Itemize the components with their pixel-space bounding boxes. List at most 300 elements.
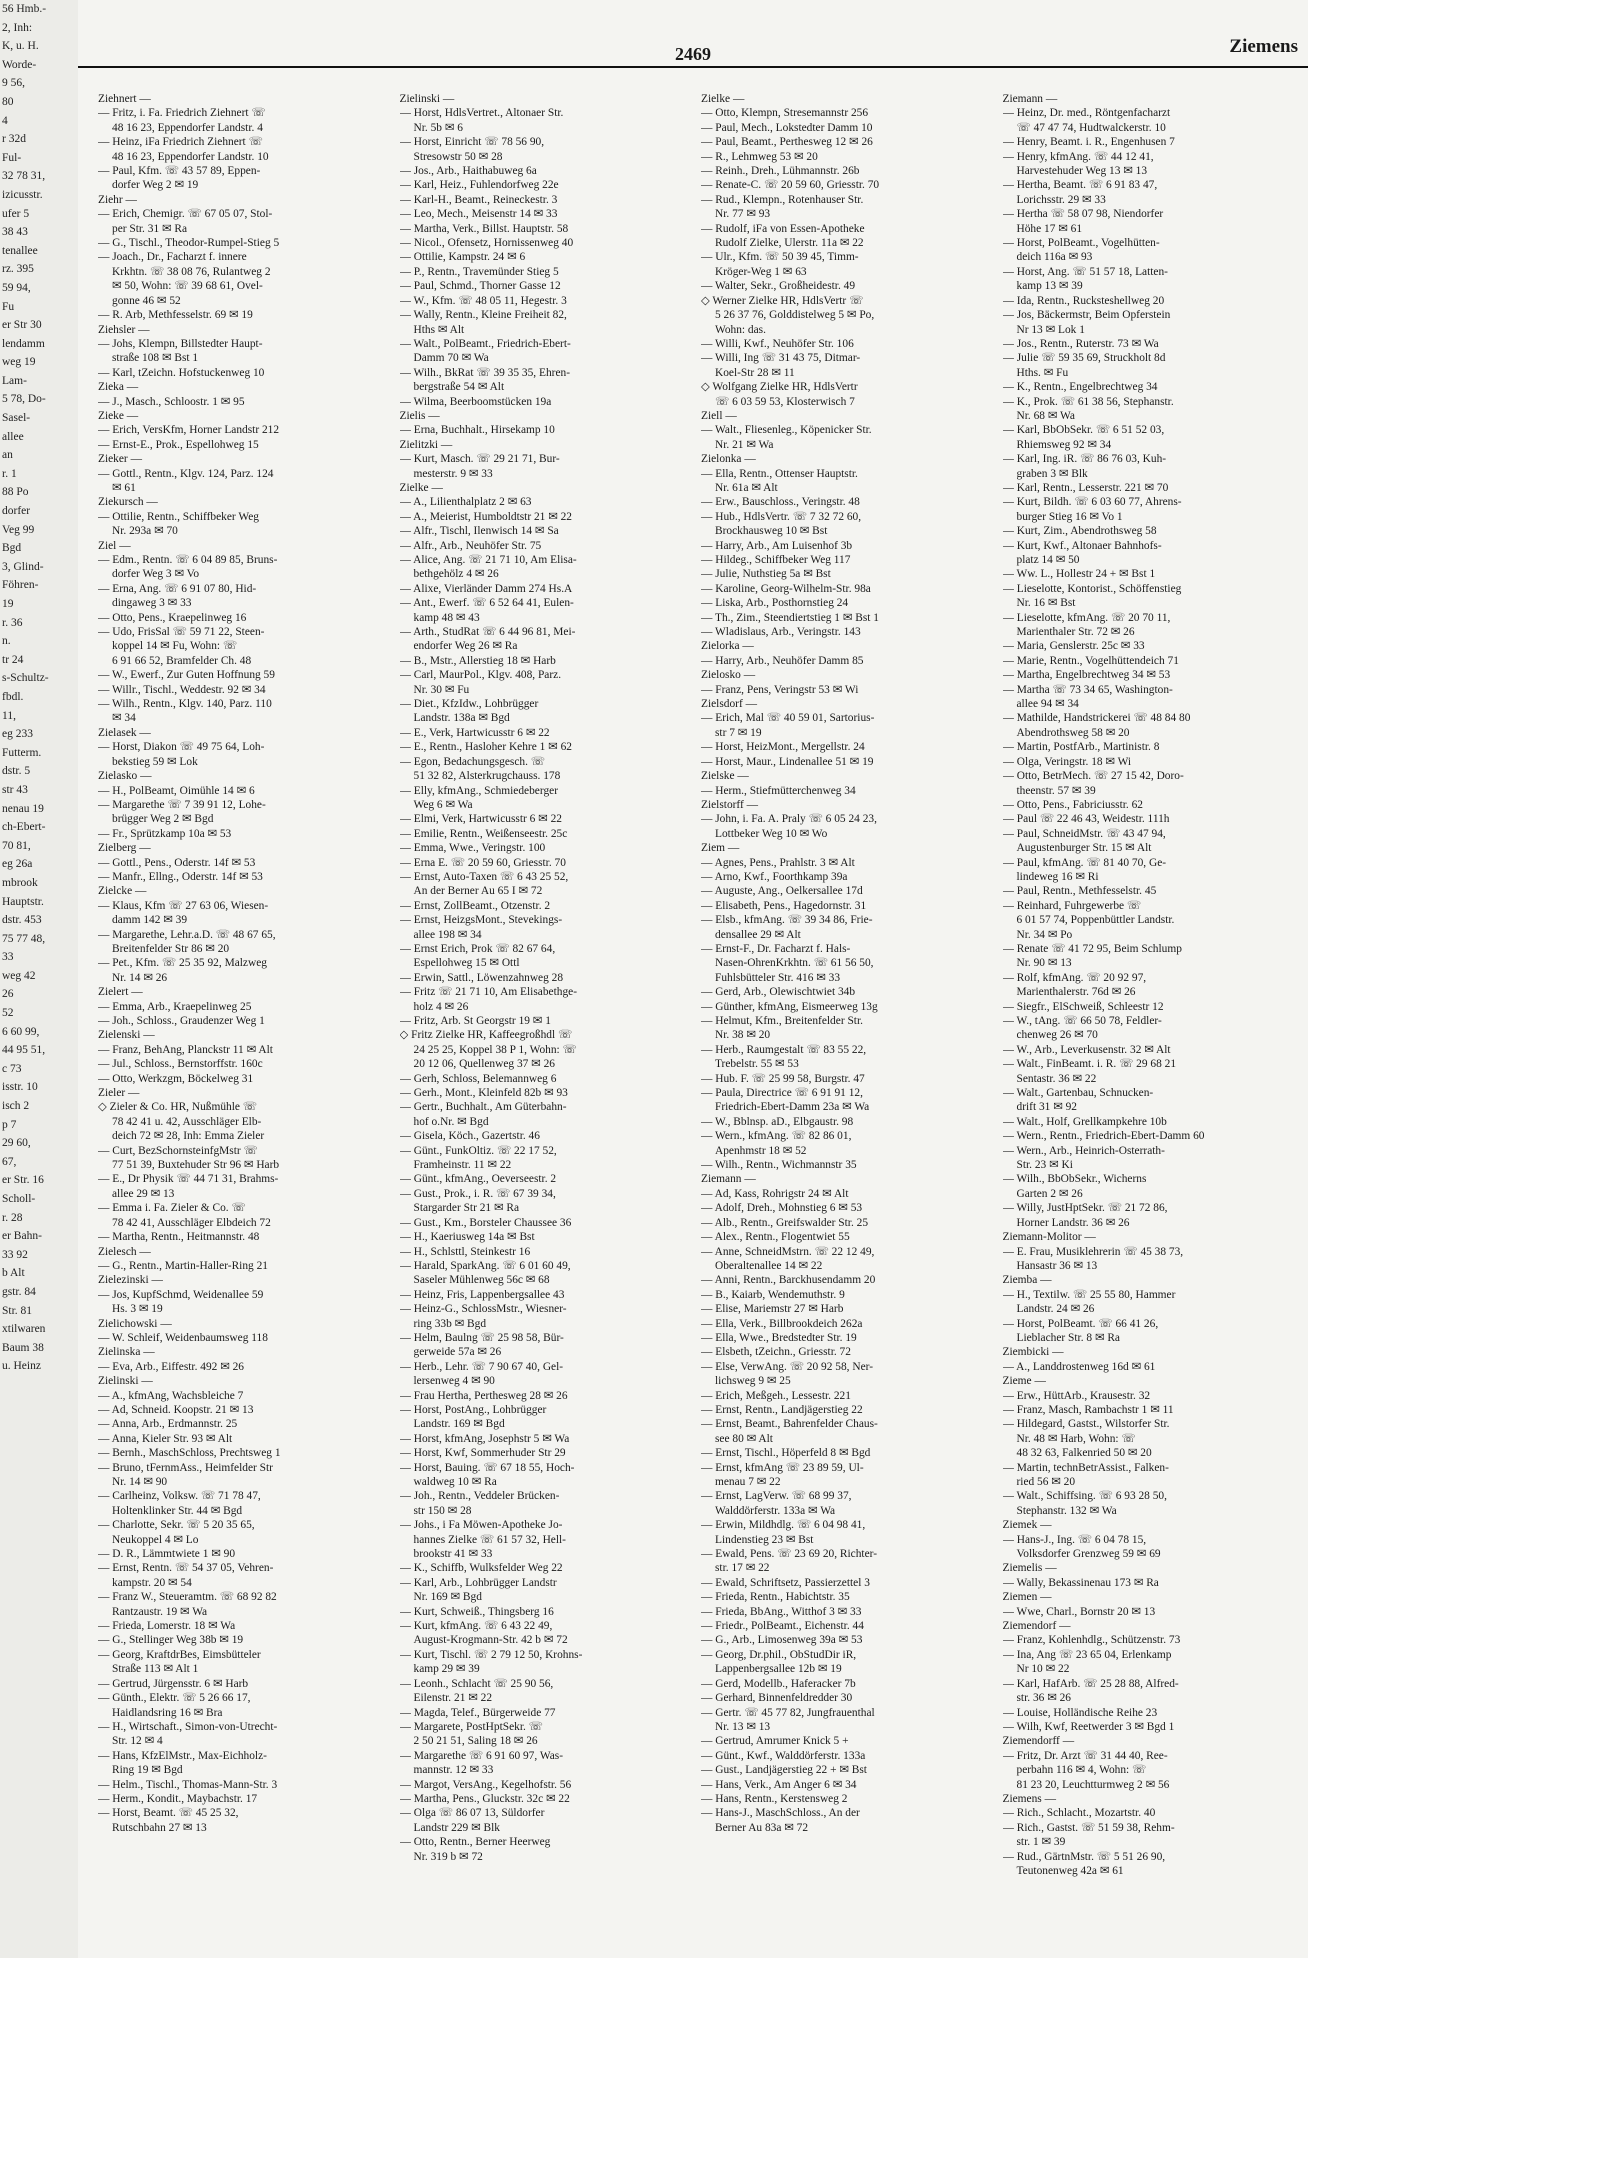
listing-line: — Julie, Nuthstieg 5a ✉ Bst (701, 568, 831, 581)
margin-fragment: lendamm (2, 337, 45, 350)
surname-entry (701, 409, 997, 452)
listing-line: — Gerd, Arb., Olewischtwiet 34b (701, 986, 856, 999)
listing-line: — Karl, Heiz., Fuhlendorfweg 22e (399, 179, 559, 192)
listing-line: drift 31 ✉ 92 (1016, 1101, 1077, 1114)
listing-line: — Horst, Einricht ☏ 78 56 90, (399, 136, 545, 149)
margin-fragment: weg 42 (2, 969, 36, 982)
listing-line: Walddörferstr. 133a ✉ Wa (715, 1504, 836, 1517)
listing-line: brügger Weg 2 ✉ Bgd (112, 813, 214, 826)
surname-heading: Zielesch — (98, 1245, 151, 1258)
listing-line: — Ella, Wwe., Bredstedter Str. 19 (701, 1331, 857, 1344)
listing-line: — Wladislaus, Arb., Veringstr. 143 (701, 626, 861, 639)
surname-entry (1003, 1619, 1299, 1734)
listing-line: Marienthalerstr. 76d ✉ 26 (1016, 986, 1136, 999)
listing-line: — P., Rentn., Travemünder Stieg 5 (399, 265, 559, 278)
listing-line: — Herm., Stiefmütterchenweg 34 (701, 784, 856, 797)
listing-line: dingaweg 3 ✉ 33 (112, 597, 192, 610)
listing-line: — Kurt, kfmAng. ☏ 6 43 22 49, (399, 1620, 553, 1633)
surname-heading: Zielis — (399, 409, 440, 422)
listing-line: — Wilh, Kwf, Reetwerder 3 ✉ Bgd 1 (1002, 1720, 1175, 1733)
listing-line: — Hildeg., Schiffbeker Weg 117 (701, 554, 851, 566)
listing-line: — Wern., Arb., Heinrich-Osterrath- (1002, 1144, 1165, 1157)
listing-line: — Emilie, Rentn., Weißenseestr. 25c (399, 827, 568, 840)
listing-line: Stargarder Str 21 ✉ Ra (413, 1202, 520, 1215)
listing-line: — Horst, Ang. ☏ 51 57 18, Latten- (1002, 265, 1168, 278)
listing-line: str. 36 ✉ 26 (1016, 1692, 1071, 1705)
surname-entry (1003, 1561, 1299, 1590)
listing-line: — Th., Zim., Steendiertstieg 1 ✉ Bst 1 (701, 611, 879, 624)
listing-line: hof o.Nr. ✉ Bgd (413, 1115, 489, 1128)
listing-line: — Paul, Rentn., Methfesselstr. 45 (1002, 885, 1157, 898)
surname-entry (701, 841, 997, 1172)
listing-line: deich 72 ✉ 28, Inh: Emma Zieler (112, 1130, 265, 1143)
listing-line: Holtenklinker Str. 44 ✉ Bgd (112, 1504, 243, 1517)
listing-line: — H., Schlsttl, Steinkestr 16 (399, 1245, 531, 1258)
listing-line: Neukoppel 4 ✉ Lo (112, 1533, 199, 1546)
listing-line: Sentastr. 36 ✉ 22 (1016, 1072, 1097, 1085)
listing-line: — Paul, Kfm. ☏ 43 57 89, Eppen- (98, 165, 261, 178)
listing-line: — Magda, Telef., Bürgerweide 77 (399, 1706, 556, 1719)
listing-line: Landstr 229 ✉ Blk (413, 1821, 500, 1834)
surname-heading: Ziehnert — (98, 93, 151, 105)
surname-entry (98, 323, 394, 381)
previous-page-edge (0, 0, 80, 1958)
listing-line: mannstr. 12 ✉ 33 (413, 1764, 494, 1777)
listing-line: — Edm., Rentn. ☏ 6 04 89 85, Bruns- (98, 554, 278, 566)
surname-entry (400, 409, 696, 438)
listing-line: — Erna, Ang. ☏ 6 91 07 80, Hid- (98, 582, 257, 595)
listing-line: — Horst, HeizMont., Mergellstr. 24 (701, 741, 865, 754)
listing-line: — Paula, Directrice ☏ 6 91 91 12, (701, 1087, 863, 1100)
listing-line: per Str. 31 ✉ Ra (112, 222, 188, 235)
surname-heading: Ziekursch — (98, 496, 158, 509)
surname-entry (1003, 1734, 1299, 1792)
listing-line: — Paul, Mech., Lokstedter Damm 10 (701, 121, 873, 134)
listing-line: — A., Lilienthalplatz 2 ✉ 63 (399, 496, 532, 509)
margin-fragment: n. (2, 635, 11, 648)
listing-line: 48 16 23, Eppendorfer Landstr. 10 (112, 150, 269, 163)
listing-line: An der Berner Au 65 I ✉ 72 (413, 885, 543, 898)
listing-line: — Walt., PolBeamt., Friedrich-Ebert- (399, 337, 571, 350)
listing-line: — E., Verk, Hartwicusstr 6 ✉ 22 (399, 726, 550, 739)
running-head: Ziemens (1229, 36, 1298, 57)
listing-line: — W., tAng. ☏ 66 50 78, Feldler- (1002, 1015, 1162, 1027)
surname-heading: Ziemelis — (1002, 1562, 1057, 1575)
listing-line: 48 16 23, Eppendorfer Landstr. 4 (112, 121, 263, 134)
listing-line: — Herb., Raumgestalt ☏ 83 55 22, (701, 1043, 867, 1056)
listing-line: Str. 12 ✉ 4 (112, 1735, 163, 1748)
listing-line: — H., PolBeamt, Oimühle 14 ✉ 6 (98, 784, 255, 797)
surname-entry (701, 798, 997, 841)
margin-fragment: Futterm. (2, 746, 42, 759)
listing-line: — Kurt, Tischl. ☏ 2 79 12 50, Krohns- (399, 1648, 583, 1661)
surname-heading: Zieke — (98, 409, 139, 422)
listing-line: — Horst, PostAng., Lohbrügger (399, 1403, 547, 1416)
listing-line: — Rudolf, iFa von Essen-Apotheke (701, 222, 865, 235)
margin-fragment: an (2, 449, 13, 462)
listing-line: — Frieda, Lomerstr. 18 ✉ Wa (98, 1620, 236, 1633)
listing-line: 48 32 63, Falkenried 50 ✉ 20 (1016, 1447, 1152, 1460)
listing-line: — Elise, Mariemstr 27 ✉ Harb (701, 1303, 844, 1316)
listing-line: Nr. 61a ✉ Alt (715, 481, 778, 494)
listing-line: — Karl, Ing. iR. ☏ 86 76 03, Kuh- (1002, 453, 1167, 466)
surname-heading: Ziell — (701, 409, 737, 422)
margin-fragment: 3, Glind- (2, 560, 44, 573)
margin-fragment: 75 77 48, (2, 932, 46, 945)
listing-line: Nr. 48 ✉ Harb, Wohn: ☏ (1016, 1432, 1136, 1445)
listing-line: August-Krogmann-Str. 42 b ✉ 72 (413, 1634, 568, 1647)
listing-line: Nr. 13 ✉ 13 (715, 1720, 771, 1733)
surname-entry (98, 769, 394, 841)
listing-line: — Ernst, kfmAng ☏ 23 89 59, Ul- (701, 1461, 864, 1474)
listing-line: kamp 29 ✉ 39 (413, 1663, 480, 1676)
listing-line: Hansastr 36 ✉ 13 (1016, 1259, 1098, 1272)
listing-line: Stephanstr. 132 ✉ Wa (1016, 1504, 1117, 1517)
surname-heading: Ziem — (701, 842, 740, 855)
listing-line: — Lieselotte, Kontorist., Schöffenstieg (1002, 582, 1182, 595)
listing-line: — Wilma, Beerboomstücken 19a (399, 395, 552, 408)
listing-line: 5 26 37 76, Golddistelweg 5 ✉ Po, (715, 309, 875, 322)
listing-line: Rutschbahn 27 ✉ 13 (112, 1821, 207, 1834)
listing-line: — Erna, Buchhalt., Hirsekamp 10 (399, 424, 555, 437)
margin-fragment: 56 Hmb.- (2, 3, 47, 15)
listing-line: Koel-Str 28 ✉ 11 (715, 366, 795, 379)
listing-line: — Jos., Arb., Haithabuweg 6a (399, 165, 537, 178)
surname-heading: Zielinska — (98, 1346, 155, 1359)
listing-line: — Martha, Pens., Gluckstr. 32c ✉ 22 (399, 1792, 570, 1805)
listing-line: Str. 23 ✉ Ki (1016, 1159, 1073, 1172)
margin-fragment: nenau 19 (2, 802, 44, 815)
header-rule (78, 66, 1308, 68)
listing-line: — Rolf, kfmAng. ☏ 20 92 97, (1002, 971, 1147, 984)
listing-line: — Gerh, Schloss, Belemannweg 6 (399, 1072, 557, 1085)
listing-line: damm 142 ✉ 39 (112, 914, 188, 927)
margin-fragment: Fu (2, 300, 15, 313)
surname-heading: Zielberg — (98, 842, 151, 855)
margin-fragment: eg 233 (2, 728, 33, 741)
listing-line: — B., Mstr., Allerstieg 18 ✉ Harb (399, 654, 556, 667)
listing-line: — Gust., Prok., i. R. ☏ 67 39 34, (399, 1187, 556, 1200)
surname-heading: Zielorka — (701, 640, 754, 653)
listing-line: Krkhtn. ☏ 38 08 76, Rulantweg 2 (112, 265, 271, 278)
listing-line: — Elisabeth, Pens., Hagedornstr. 31 (701, 899, 867, 912)
listing-line: — E. Frau, Musiklehrerin ☏ 45 38 73, (1002, 1245, 1184, 1258)
listing-line: — K., Rentn., Engelbrechtweg 34 (1002, 381, 1158, 394)
margin-fragment: mbrook (2, 876, 38, 889)
listing-line: — Curt, BezSchornsteinfgMstr ☏ (98, 1144, 258, 1157)
listing-line: — Erw., Bauschloss., Veringstr. 48 (701, 496, 860, 509)
listing-line: — Gerh., Mont., Kleinfeld 82b ✉ 93 (399, 1087, 568, 1100)
listing-line: — Anne, SchneidMstrn. ☏ 22 12 49, (701, 1245, 875, 1258)
listing-line: — Ernst, Beamt., Bahrenfelder Chaus- (701, 1418, 878, 1431)
listing-line: — Hans-J., MaschSchloss., An der (701, 1807, 860, 1820)
listing-line: — Anna, Kieler Str. 93 ✉ Alt (98, 1432, 233, 1445)
margin-fragment: u. Heinz (2, 1360, 41, 1373)
margin-fragment: 2, Inh: (2, 21, 33, 34)
surname-heading: Ziemann — (1002, 93, 1058, 105)
listing-line: — Rud., Klempn., Rotenhauser Str. (701, 193, 864, 206)
listing-line: Fuhlsbütteler Str. 416 ✉ 33 (715, 971, 841, 984)
surname-heading: Zielert — (98, 986, 143, 999)
listing-line: — Ernst-F., Dr. Facharzt f. Hals- (701, 942, 851, 955)
listing-line: Nr. 5b ✉ 6 (413, 121, 463, 134)
listing-line: — Marie, Rentn., Vogelhüttendeich 71 (1002, 654, 1179, 667)
listing-line: — Fritz, Dr. Arzt ☏ 31 44 40, Ree- (1002, 1749, 1168, 1762)
surname-heading: Ziemendorff — (1002, 1735, 1075, 1748)
listing-line: Lieblacher Str. 8 ✉ Ra (1016, 1331, 1120, 1344)
surname-heading: Zielinski — (399, 93, 455, 105)
listing-line: ◇ Fritz Zielke HR, Kaffeegroßhdl ☏ (399, 1029, 573, 1042)
listing-line: — Reinh., Dreh., Lühmannstr. 26b (701, 165, 860, 178)
listing-line: Lappenbergsallee 12b ✉ 19 (715, 1663, 842, 1676)
listing-line: Kröger-Weg 1 ✉ 63 (715, 265, 807, 278)
margin-fragment: Str. 81 (2, 1304, 33, 1317)
listing-line: Nr. 38 ✉ 20 (715, 1029, 771, 1042)
listing-line: Hths. ✉ Fu (1016, 366, 1069, 379)
listing-line: — Ernst, HeizgsMont., Stevekings- (399, 914, 563, 927)
listing-line: Nr. 16 ✉ Bst (1016, 597, 1076, 610)
margin-fragment: allee (2, 430, 24, 443)
listing-line: allee 29 ✉ 13 (112, 1187, 175, 1200)
listing-line: — Horst, Bauing. ☏ 67 18 55, Hoch- (399, 1461, 575, 1474)
surname-entry (98, 452, 394, 495)
listing-line: Landstr. 24 ✉ 26 (1016, 1303, 1095, 1316)
listing-line: ☏ 6 03 59 53, Klosterwisch 7 (715, 395, 855, 408)
listing-line: — Horst, kfmAng, Josephstr 5 ✉ Wa (399, 1432, 570, 1445)
listing-line: — Louise, Holländische Reihe 23 (1002, 1706, 1158, 1719)
listing-line: Nr. 319 b ✉ 72 (413, 1850, 483, 1863)
listing-line: — Gerd, Modellb., Haferacker 7b (701, 1677, 856, 1690)
listing-line: — Walt., Holf, Grellkampkehre 10b (1002, 1115, 1167, 1128)
listing-line: — B., Kaiarb, Wendemuthstr. 9 (701, 1288, 845, 1301)
listing-line: — R. Arb, Methfesselstr. 69 ✉ 19 (98, 309, 253, 322)
listing-line: — Wilh., Rentn., Klgv. 140, Parz. 110 (98, 698, 272, 711)
page-header (78, 0, 1308, 62)
margin-fragment: 44 95 51, (2, 1044, 46, 1057)
listing-line: — Günt., FunkOltiz. ☏ 22 17 52, (399, 1144, 557, 1157)
listing-line: — Franz, Masch, Rambachstr 1 ✉ 11 (1002, 1403, 1174, 1416)
listing-line: 78 42 41, Ausschläger Elbdeich 72 (112, 1216, 271, 1229)
listing-line: — H., Kaeriusweg 14a ✉ Bst (399, 1231, 535, 1244)
surname-entry (400, 438, 696, 481)
listing-line: — Wilh., BkRat ☏ 39 35 35, Ehren- (399, 366, 570, 379)
margin-fragment: 88 Po (2, 486, 29, 499)
margin-fragment: Lam- (2, 374, 27, 387)
listing-line: — Joh., Schloss., Graudenzer Weg 1 (98, 1015, 265, 1027)
listing-line: — Günther, kfmAng, Eismeerweg 13g (701, 1000, 878, 1013)
listing-line: Nr. 34 ✉ Po (1016, 928, 1073, 941)
listing-line: Ring 19 ✉ Bgd (112, 1764, 183, 1777)
listing-line: — Alice, Ang. ☏ 21 71 10, Am Elisa- (399, 554, 577, 566)
listing-line: Nr. 21 ✉ Wa (715, 438, 774, 451)
listing-line: — Adolf, Dreh., Mohnstieg 6 ✉ 53 (701, 1202, 863, 1215)
margin-fragment: izicusstr. (2, 188, 43, 201)
listing-line: — Olga, Veringstr. 18 ✉ Wi (1002, 755, 1132, 768)
listing-line: — Kurt, Bildh. ☏ 6 03 60 77, Ahrens- (1002, 496, 1182, 509)
listing-line: — Horst, Maur., Lindenallee 51 ✉ 19 (701, 755, 874, 768)
listing-line: — Renate-C. ☏ 20 59 60, Griesstr. 70 (701, 179, 880, 192)
listing-line: Berner Au 83a ✉ 72 (715, 1821, 809, 1834)
listing-line: — Henry, kfmAng. ☏ 44 12 41, (1002, 150, 1154, 163)
margin-fragment: 32 78 31, (2, 170, 46, 183)
listing-line: — G., Arb., Limosenweg 39a ✉ 53 (701, 1634, 863, 1647)
surname-entry (701, 697, 997, 769)
listing-line: — Helmut, Kfm., Breitenfelder Str. (701, 1015, 863, 1027)
listing-line: — Agnes, Pens., Prahlstr. 3 ✉ Alt (701, 856, 855, 869)
listing-line: — Helm, Baulng ☏ 25 98 58, Bür- (399, 1331, 564, 1344)
surname-entry (400, 481, 696, 1864)
listing-line: — Otto, Pens., Kraepelinweg 16 (98, 611, 247, 624)
listing-line: — Gottl., Pens., Oderstr. 14f ✉ 53 (98, 856, 256, 869)
listing-line: Stresowstr 50 ✉ 28 (413, 150, 503, 163)
listing-line: — Carl, MaurPol., Klgv. 408, Parz. (399, 669, 562, 682)
listing-line: allee 94 ✉ 34 (1016, 698, 1079, 711)
listing-line: — Frau Hertha, Perthesweg 28 ✉ 26 (399, 1389, 568, 1402)
listing-line: — Georg, Dr.phil., ObStudDir iR, (701, 1648, 857, 1661)
listing-line: — Willi, Ing ☏ 31 43 75, Ditmar- (701, 352, 861, 365)
listing-line: — Hub. F. ☏ 25 99 58, Burgstr. 47 (701, 1072, 865, 1085)
surname-entry (98, 884, 394, 985)
listing-line: — E., Rentn., Hasloher Kehre 1 ✉ 62 (399, 741, 572, 754)
listing-line: graben 3 ✉ Blk (1016, 467, 1088, 480)
listing-line: Oberaltenallee 14 ✉ 22 (715, 1259, 823, 1272)
margin-fragment: Bgd (2, 542, 22, 555)
listing-line: Straße 113 ✉ Alt 1 (112, 1663, 199, 1676)
surname-entry (98, 1345, 394, 1374)
listing-line: — Kurt, Kwf., Altonaer Bahnhofs- (1002, 539, 1162, 552)
surname-entry (98, 726, 394, 769)
listing-line: — Kurt, Schweiß., Thingsberg 16 (399, 1605, 554, 1618)
listing-line: — Martha, Engelbrechtweg 34 ✉ 53 (1002, 669, 1171, 682)
listing-line: allee 198 ✉ 34 (413, 928, 482, 941)
margin-fragment: 29 60, (2, 1137, 31, 1150)
listing-line: — Hans, KfzElMstr., Max-Eichholz- (98, 1749, 267, 1762)
listing-line: — Ewald, Schriftsetz, Passierzettel 3 (701, 1576, 870, 1589)
listing-line: — Wwe, Charl., Bornstr 20 ✉ 13 (1002, 1605, 1156, 1618)
listing-line: Harvestehuder Weg 13 ✉ 13 (1016, 165, 1148, 178)
surname-heading: Ziemens — (1002, 1792, 1056, 1805)
directory-column (701, 92, 997, 1950)
listing-line: — Horst, Kwf, Sommerhuder Str 29 (399, 1447, 566, 1460)
listing-line: — Arth., StudRat ☏ 6 44 96 81, Mei- (399, 626, 576, 639)
surname-heading: Zielezinski — (98, 1274, 163, 1287)
listing-line: — Joh., Rentn., Veddeler Brücken- (399, 1490, 560, 1503)
listing-line: — Alfr., Arb., Neuhöfer Str. 75 (399, 539, 542, 552)
listing-line: Nr. 68 ✉ Wa (1016, 409, 1075, 422)
listing-line: — Heinz-G., SchlossMstr., Wiesner- (399, 1303, 567, 1316)
listing-line: — Karl, BbObSekr. ☏ 6 51 52 03, (1002, 424, 1165, 437)
listing-line: deich 116a ✉ 93 (1016, 251, 1093, 264)
listing-line: — G., Rentn., Martin-Haller-Ring 21 (98, 1259, 268, 1272)
listing-line: — Horst, PolBeamt., Vogelhütten- (1002, 237, 1160, 250)
blank-margin (0, 1958, 1600, 2177)
listing-line: — Günt., kfmAng., Oeverseestr. 2 (399, 1173, 557, 1186)
listing-line: — Harald, SparkAng. ☏ 6 01 60 49, (399, 1259, 571, 1272)
listing-line: — A., Meierist, Humboldtstr 21 ✉ 22 (399, 510, 572, 523)
margin-fragment: c 73 (2, 1062, 22, 1075)
listing-line: — Walt., Gartenbau, Schnucken- (1002, 1087, 1154, 1100)
listing-line: koppel 14 ✉ Fu, Wohn: ☏ (112, 640, 238, 653)
listing-line: bethgehölz 4 ✉ 26 (413, 568, 499, 581)
surname-heading: Ziemek — (1002, 1519, 1052, 1532)
listing-line: — Olga ☏ 86 07 13, Süldorfer (399, 1807, 545, 1820)
margin-fragment: r. 1 (2, 467, 17, 480)
listing-line: — Ina, Ang ☏ 23 65 04, Erlenkamp (1002, 1648, 1172, 1661)
listing-line: Lindenstieg 23 ✉ Bst (715, 1533, 814, 1546)
margin-fragment: weg 19 (2, 356, 36, 369)
listing-line: — Udo, FrisSal ☏ 59 71 22, Steen- (98, 626, 265, 639)
listing-line: — Ad, Schneid. Koopstr. 21 ✉ 13 (98, 1403, 254, 1416)
page-number: 2469 (675, 44, 711, 64)
margin-fragment: Baum 38 (2, 1341, 44, 1354)
surname-entry (98, 1245, 394, 1274)
listing-line: — K., Schiffb, Wulksfelder Weg 22 (399, 1562, 563, 1575)
listing-line: — W., Bblnsp. aD., Elbgaustr. 98 (701, 1115, 854, 1128)
listing-line: — Ad, Kass, Rohrigstr 24 ✉ Alt (701, 1187, 849, 1200)
listing-line: — A., Landdrostenweg 16d ✉ 61 (1002, 1360, 1156, 1373)
surname-heading: Ziemann-Molitor — (1002, 1231, 1096, 1244)
listing-line: — R., Lehmweg 53 ✉ 20 (701, 150, 818, 163)
margin-fragment: 33 92 (2, 1248, 28, 1261)
listing-line: — Lieselotte, kfmAng. ☏ 20 70 11, (1002, 611, 1171, 624)
listing-line: Apenhmstr 18 ✉ 52 (715, 1144, 807, 1157)
margin-fragment: s-Schultz- (2, 672, 49, 685)
margin-fragment: dstr. 5 (2, 765, 31, 778)
listing-line: — John, i. Fa. A. Praly ☏ 6 05 24 23, (701, 813, 877, 826)
listing-line: — Karl-H., Beamt., Reineckestr. 3 (399, 193, 558, 206)
listing-line: — Walt., Fliesenleg., Köpenicker Str. (701, 424, 872, 437)
listing-line: — Gust., Km., Borsteler Chaussee 36 (399, 1216, 572, 1229)
listing-line: str 7 ✉ 19 (715, 726, 762, 739)
listing-line: kamp 13 ✉ 39 (1016, 280, 1083, 293)
listing-line: — Emma, Arb., Kraepelinweg 25 (98, 1000, 252, 1013)
margin-fragment: r 32d (2, 133, 26, 146)
listing-line: densallee 29 ✉ Alt (715, 928, 801, 941)
margin-fragment: isch 2 (2, 1100, 30, 1113)
listing-line: hannes Zielke ☏ 61 57 32, Hell- (413, 1533, 566, 1546)
listing-line: Nasen-OhrenKrkhtn. ☏ 61 56 50, (715, 957, 874, 970)
listing-line: — Fritz, i. Fa. Friedrich Ziehnert ☏ (98, 107, 266, 120)
listing-line: Rudolf Zielke, Ulerstr. 11a ✉ 22 (715, 237, 864, 250)
listing-line: Garten 2 ✉ 26 (1016, 1187, 1083, 1200)
listing-line: endorfer Weg 26 ✉ Ra (413, 640, 518, 653)
surname-entry (98, 193, 394, 323)
listing-line: platz 14 ✉ 50 (1016, 554, 1080, 566)
listing-line: Haidlandsring 16 ✉ Bra (112, 1706, 223, 1719)
listing-line: — Hub., HdlsVertr. ☏ 7 32 72 60, (701, 510, 862, 523)
listing-line: — Ww. L., Hollestr 24 + ✉ Bst 1 (1002, 568, 1156, 581)
margin-fragment: 26 (2, 988, 14, 1001)
listing-line: straße 108 ✉ Bst 1 (112, 352, 199, 365)
directory-column (98, 92, 394, 1950)
margin-fragment: 5 78, Do- (2, 393, 46, 406)
listing-line: — Martha, Rentn., Heitmannstr. 48 (98, 1231, 260, 1244)
listing-line: — Franz W., Steueramtm. ☏ 68 92 82 (98, 1591, 277, 1604)
listing-line: Wohn: das. (715, 323, 766, 336)
listing-line: — Eva, Arb., Eiffestr. 492 ✉ 26 (98, 1360, 245, 1373)
listing-line: — Alixe, Vierländer Damm 274 Hs.A (399, 582, 573, 595)
surname-entry (98, 1374, 394, 1835)
listing-line: gerweide 57a ✉ 26 (413, 1346, 502, 1359)
listing-line: — Martin, PostfArb., Martinistr. 8 (1002, 741, 1160, 754)
listing-line: — Leonh., Schlacht ☏ 25 90 56, (399, 1677, 554, 1690)
listing-line: — Gertr. ☏ 45 77 82, Jungfrauenthal (701, 1706, 875, 1719)
listing-line: gonne 46 ✉ 52 (112, 294, 181, 307)
listing-line: 2 50 21 51, Saling 18 ✉ 26 (413, 1735, 538, 1748)
margin-fragment: r. 36 (2, 616, 23, 629)
listing-line: — Otto, Pens., Fabriciusstr. 62 (1002, 798, 1143, 811)
listing-line: — Else, VerwAng. ☏ 20 92 58, Ner- (701, 1360, 873, 1373)
